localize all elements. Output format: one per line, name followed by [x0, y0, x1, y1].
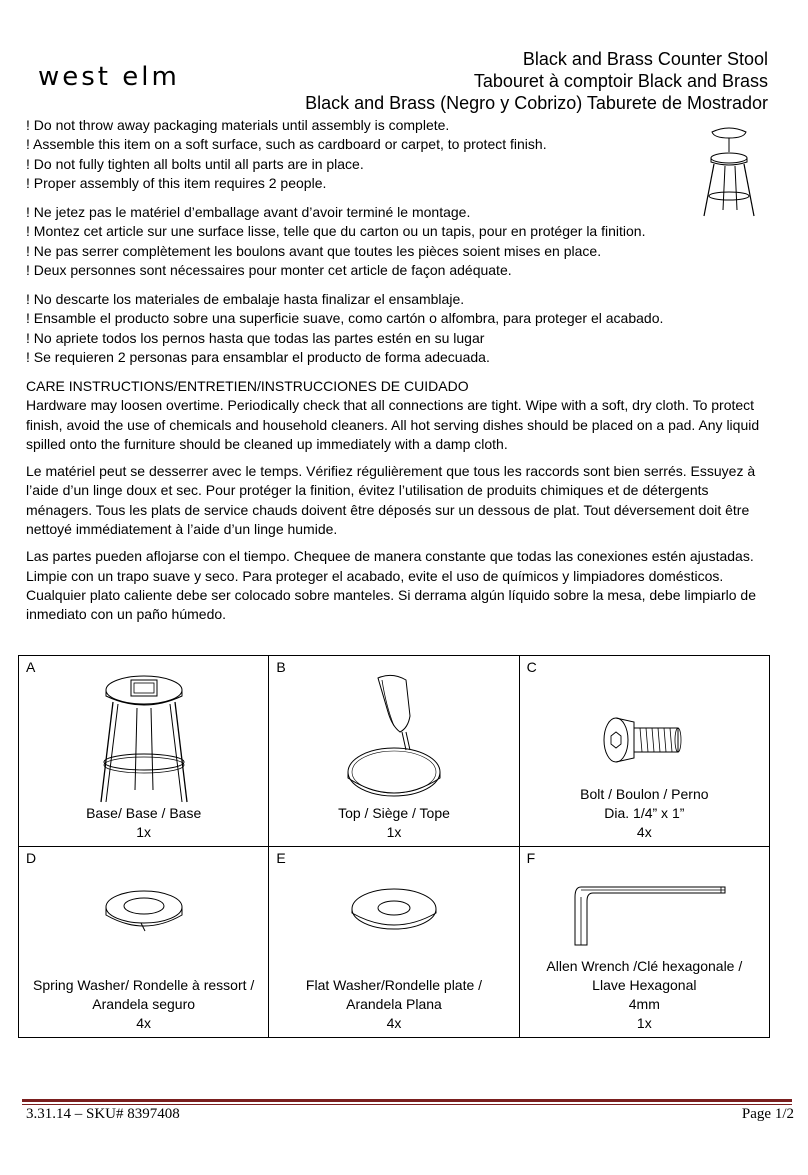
part-letter: B — [276, 659, 286, 675]
part-name: Spring Washer/ Rondelle à ressort / — [33, 977, 255, 993]
part-letter: C — [526, 659, 537, 675]
care-english: Hardware may loosen overtime. Periodically check that all connections are tight. Wipe with a soft, dry cloth. To protect finish, avoid the use of chemicals and household cleaners. All hot serving dishes should be placed on a pad. Any liquid spilled onto the furniture should be cleaned up immediately with a damp cloth. — [26, 397, 760, 452]
stool-top-icon — [334, 666, 454, 806]
part-cell-f — [519, 847, 769, 1038]
part-cell-e — [269, 847, 519, 1038]
part-name-spanish: Llave Hexagonal — [592, 977, 697, 993]
part-size: 4mm — [628, 996, 660, 1012]
footer-date-sku: 3.31.14 – SKU# 8397408 — [26, 1106, 180, 1122]
spring-washer-icon — [89, 857, 199, 967]
parts-table — [18, 655, 770, 1038]
part-name: Flat Washer/Rondelle plate / — [305, 977, 483, 993]
part-letter: A — [26, 659, 36, 675]
parts-row — [19, 656, 770, 847]
part-name-spanish: Arandela Plana — [346, 996, 442, 1012]
care-french: Le matériel peut se desserrer avec le temps. Vérifiez régulièrement que tous les raccords sont bien serrés. Essuyez à l’aide d’un linge doux et sec. Pour protéger la finition, évitez l’utilisation de produits chimiques et de détergents ménagers. Tous les plats de service chauds doivent être déposés sur un dessous de plat. Tout déversement doit être nettoyé immédiatement à l’aide d’un linge humide. — [26, 463, 756, 538]
warning-line: ! Ne jetez pas le matériel d’emballage avant d’avoir terminé le montage. — [26, 204, 471, 220]
warnings-french — [26, 203, 645, 280]
part-cell-d — [19, 847, 269, 1038]
footer-divider-thin — [22, 1104, 792, 1105]
warning-line: ! Proper assembly of this item requires 2 people. — [26, 174, 327, 191]
part-cell-c — [519, 656, 769, 847]
part-quantity: 4x — [386, 1015, 402, 1031]
warning-line: ! Ne pas serrer complètement les boulons avant que toutes les pièces soient mises en place. — [26, 242, 602, 259]
care-heading: CARE INSTRUCTIONS/ENTRETIEN/INSTRUCCIONES DE CUIDADO — [26, 378, 469, 394]
part-quantity: 1x — [636, 1015, 652, 1031]
part-name: Base/ Base / Base — [86, 805, 202, 821]
title-french: Tabouret à comptoir Black and Brass — [473, 71, 768, 91]
warning-line: ! Montez cet article sur une surface lisse, telle que du carton ou un tapis, pour en protéger la finition. — [26, 223, 646, 240]
parts-row — [19, 847, 770, 1038]
stool-base-icon — [89, 666, 199, 806]
part-name-spanish: Arandela seguro — [92, 996, 196, 1012]
bolt-icon — [594, 666, 694, 776]
title-block — [305, 48, 768, 114]
part-name: Top / Siège / Tope — [338, 805, 450, 821]
part-name: Bolt / Boulon / Perno — [580, 786, 709, 802]
warning-line: ! Do not throw away packaging materials until assembly is complete. — [26, 117, 450, 133]
part-letter: F — [526, 850, 536, 866]
care-spanish: Las partes pueden aflojarse con el tiempo. Chequee de manera constante que todas las conexiones estén ajustadas. Limpie con un trapo suave y seco. Para proteger el acabado, evite el uso de químicos y limpiadores domésticos. Cualquier plato caliente debe ser colocado sobre manteles. Si derrama algún líquido sobre la mesa, debe limpiarlo de inmediato con un paño húmedo. — [26, 548, 756, 623]
part-letter: E — [276, 850, 286, 866]
warning-line: ! Ensamble el producto sobre una superficie suave, como cartón o alfombra, para proteger el acabado. — [26, 310, 664, 327]
warning-line: ! No descarte los materiales de embalaje hasta finalizar el ensamblaje. — [26, 291, 465, 307]
warnings-spanish — [26, 290, 663, 367]
part-quantity: 1x — [386, 824, 402, 840]
part-name: Allen Wrench /Clé hexagonale / — [546, 958, 743, 974]
footer-divider — [22, 1099, 792, 1102]
part-quantity: 4x — [136, 1015, 152, 1031]
part-cell-b — [269, 656, 519, 847]
warning-line: ! No apriete todos los pernos hasta que todas las partes estén en su lugar — [26, 329, 485, 346]
brand-logo: west elm — [38, 62, 180, 92]
title-english: Black and Brass Counter Stool — [522, 49, 768, 69]
part-letter: D — [26, 850, 37, 866]
allen-wrench-icon — [559, 857, 729, 967]
stool-thumbnail-icon — [698, 122, 760, 222]
part-size: Dia. 1/4” x 1” — [604, 805, 685, 821]
care-section — [26, 377, 776, 625]
warnings-english — [26, 116, 547, 193]
part-cell-a — [19, 656, 269, 847]
title-spanish: Black and Brass (Negro y Cobrizo) Taburete de Mostrador — [305, 93, 768, 113]
footer-page-number: Page 1/2 — [741, 1106, 794, 1122]
part-quantity: 1x — [136, 824, 152, 840]
flat-washer-icon — [339, 857, 449, 967]
warning-line: ! Se requieren 2 personas para ensamblar el producto de forma adecuada. — [26, 348, 490, 365]
part-quantity: 4x — [636, 824, 652, 840]
warning-line: ! Deux personnes sont nécessaires pour monter cet article de façon adéquate. — [26, 261, 512, 278]
warning-line: ! Do not fully tighten all bolts until all parts are in place. — [26, 155, 364, 172]
warning-line: ! Assemble this item on a soft surface, such as cardboard or carpet, to protect finish. — [26, 136, 547, 153]
